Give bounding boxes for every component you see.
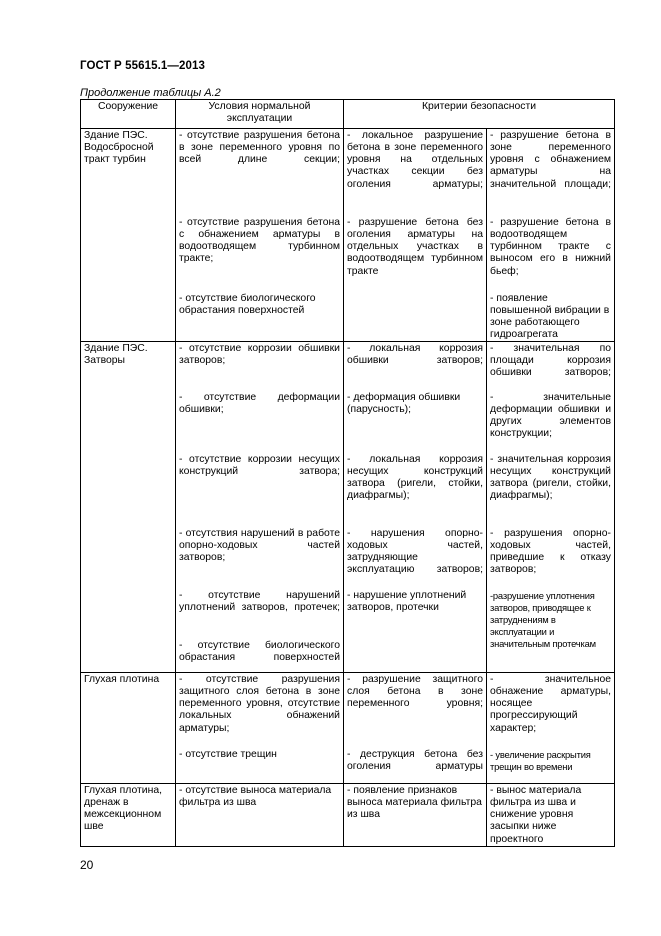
table-row [81,341,615,672]
table-cell-text: - отсутствие разрушения защитного слоя бетона в зоне переменного уровня, отсутствие локальных обнажений арматуры; [179,673,340,734]
table-row [81,783,615,846]
column-header-safety-criteria: Критерии безопасности [344,100,615,129]
criteria-k1-cell [344,341,487,672]
normal-conditions-cell [176,341,344,672]
table-cell-text: - разрушение бетона в зоне переменного уровня с обнажением арматуры на значительной площади; [490,129,611,190]
table-cell-text: -разрушение уплотнения затворов, приводящее к затруднениям в эксплуатации и значительным протечкам [490,589,596,649]
normal-conditions-cell [176,128,344,341]
criteria-k2-cell [487,128,615,341]
table-cell-text: - отсутствие коррозии несущих конструкций затвора; [179,453,340,477]
table-cell-text: - появление повышенной вибрации в зоне работающего гидроагрегата [490,292,610,341]
criteria-k1-cell [344,672,487,783]
criteria-k2-cell [487,672,615,783]
table-cell-text: - отсутствие нарушений уплотнений затворов, протечек; [179,589,340,613]
normal-conditions-cell [176,672,344,783]
table-cell-text: - увеличение раскрытия трещин во времени [490,748,591,772]
page-number: 20 [80,858,94,872]
table-cell-text: - отсутствие деформации обшивки; [179,391,340,415]
safety-criteria-table [80,99,615,847]
table-cell-text: - отсутствие биологического обрастания поверхностей [179,292,316,316]
table-cell-text: - вынос материала фильтра из шва и снижение уровня засыпки ниже проектного [490,784,582,845]
structure-name: Здание ПЭС. Затворы [81,341,176,672]
structure-name: Здание ПЭС. Водосбросной тракт турбин [81,128,176,341]
table-cell-text: - разрушения опорно-ходовых частей, приведшие к отказу затворов; [490,527,611,576]
table-cell-text: - отсутствие биологического обрастания поверхностей [179,639,340,663]
table-cell-text: - нарушение уплотнений затворов, протечки [347,589,467,613]
criteria-k2-cell [487,783,615,846]
table-cell-text: - нарушения опорно-ходовых частей, затрудняющие эксплуатацию затворов; [347,527,483,576]
table-caption: Продолжение таблицы А.2 [80,87,221,99]
table-cell-text: - значительные деформации обшивки и других элементов конструкции; [490,391,611,440]
table-cell-text: - отсутствие трещин [179,748,277,760]
document-header: ГОСТ Р 55615.1—2013 [80,60,205,72]
table-cell-text: - отсутствие разрушения бетона с обнажением арматуры в водоотводящем турбинном тракте; [179,216,340,265]
column-header-normal-conditions: Условия нормальной эксплуатации [176,100,344,129]
table-cell-text: - деструкция бетона без оголения арматуры [347,748,483,772]
table-cell-text: - отсутствие разрушения бетона в зоне переменного уровня по всей длине секции; [179,129,340,166]
structure-name: Глухая плотина, дренаж в межсекционном шве [81,783,176,846]
table-cell-text: - отсутствие выноса материала фильтра из шва [179,784,332,808]
structure-name: Глухая плотина [81,672,176,783]
table-cell-text: - значительное обнажение арматуры, носящее прогрессирующий характер; [490,673,611,734]
table-cell-text: - локальное разрушение бетона в зоне переменного уровня на отдельных участках секции без оголения арматуры; [347,129,483,190]
normal-conditions-cell [176,783,344,846]
criteria-k1-cell [344,783,487,846]
table-cell-text: - разрушение бетона в водоотводящем турбинном тракте с выносом его в нижний бьеф; [490,216,611,277]
table-header-row [81,100,615,129]
column-header-structure: Сооружение [81,100,176,129]
table-row [81,128,615,341]
criteria-k1-cell [344,128,487,341]
table-cell-text: - деформация обшивки (парусность); [347,391,461,415]
table-cell-text: - значительная коррозия несущих конструкций затвора (ригели, стойки, диафрагмы); [490,453,611,502]
table-cell-text: - локальная коррозия обшивки затворов; [347,342,483,366]
table-cell-text: - появление признаков выноса материала фильтра из шва [347,784,482,821]
table-cell-text: - отсутствия нарушений в работе опорно-ходовых частей затворов; [179,527,340,564]
table-cell-text: - разрушение бетона без оголения арматуры на отдельных участках в водоотводящем турбинном тракте [347,216,483,277]
table-cell-text: - разрушение защитного слоя бетона в зоне переменного уровня; [347,673,483,710]
table-row [81,672,615,783]
criteria-k2-cell [487,341,615,672]
table-cell-text: - отсутствие коррозии обшивки затворов; [179,342,340,366]
table-cell-text: - значительная по площади коррозия обшивки затворов; [490,342,611,379]
table-cell-text: - локальная коррозия несущих конструкций затвора (ригели, стойки, диафрагмы); [347,453,483,502]
